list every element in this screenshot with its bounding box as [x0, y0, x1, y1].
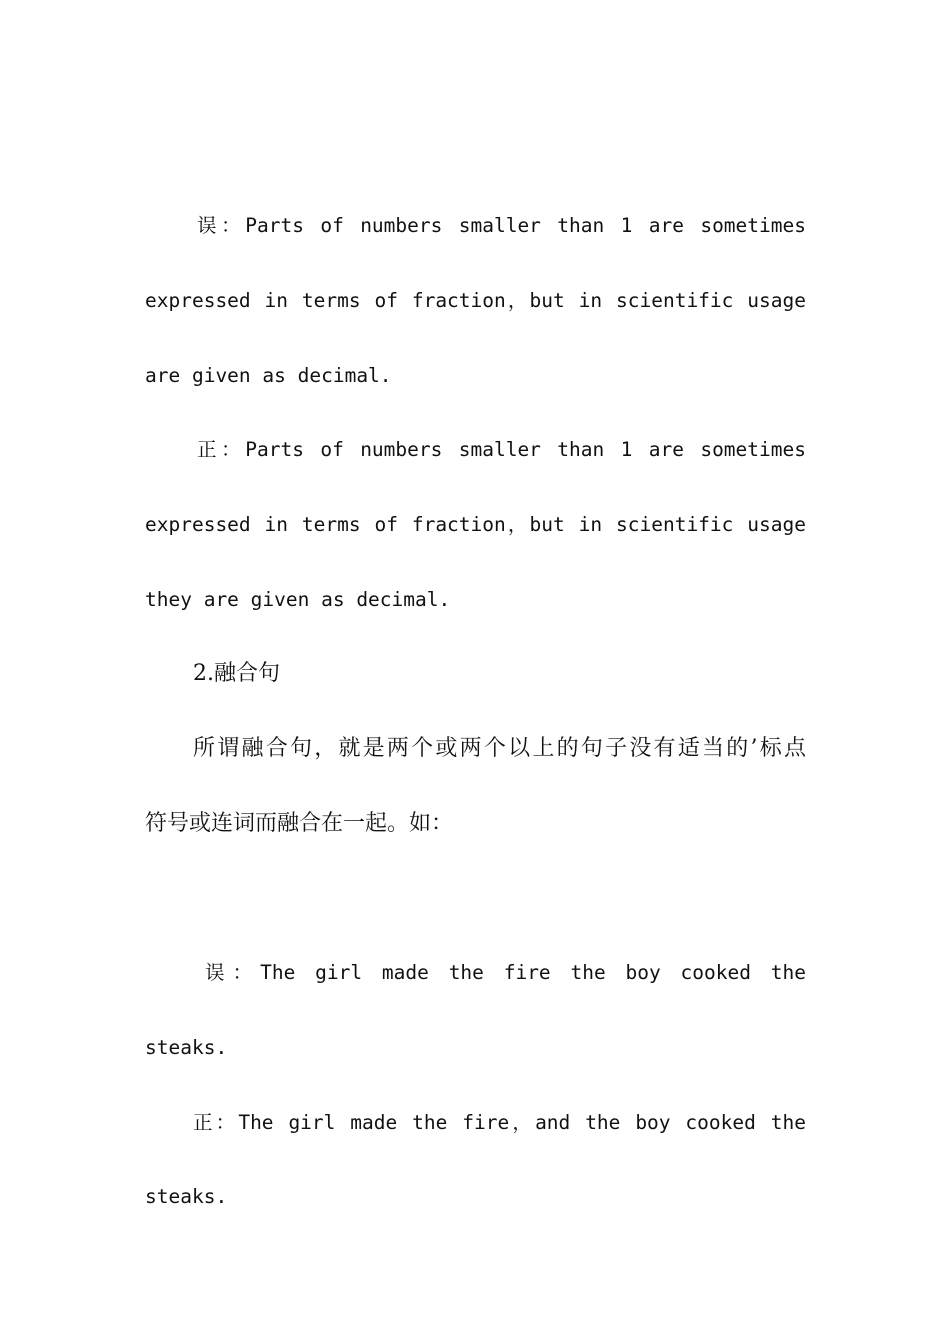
correct-example-1-line-3: they are given as decimal.: [145, 588, 451, 611]
correct-example-2-line-2: steaks.: [145, 1185, 228, 1208]
wrong-example-1-line-2: expressed in terms of fraction，but in scientific usage: [145, 289, 806, 312]
correct-example-1-line-2: expressed in terms of fraction，but in scientific usage: [145, 513, 806, 536]
wrong-example-1-line-3: are given as decimal.: [145, 364, 392, 387]
definition-line-2: 符号或连词而融合在一起。如：: [145, 811, 454, 836]
definition-line-1: 所谓融合句，就是两个或两个以上的句子没有适当的’标点: [193, 736, 806, 761]
correct-example-2-line-1: 正：The girl made the fire，and the boy cooked the: [193, 1111, 806, 1134]
wrong-example-1-line-1: 误：Parts of numbers smaller than 1 are sometimes: [197, 214, 806, 237]
wrong-example-2-line-2: steaks.: [145, 1036, 228, 1059]
section-heading: 2.融合句: [193, 661, 280, 686]
correct-example-1-line-1: 正：Parts of numbers smaller than 1 are sometimes: [197, 438, 806, 461]
wrong-example-2-line-1: 误：The girl made the fire the boy cooked the: [205, 961, 806, 984]
